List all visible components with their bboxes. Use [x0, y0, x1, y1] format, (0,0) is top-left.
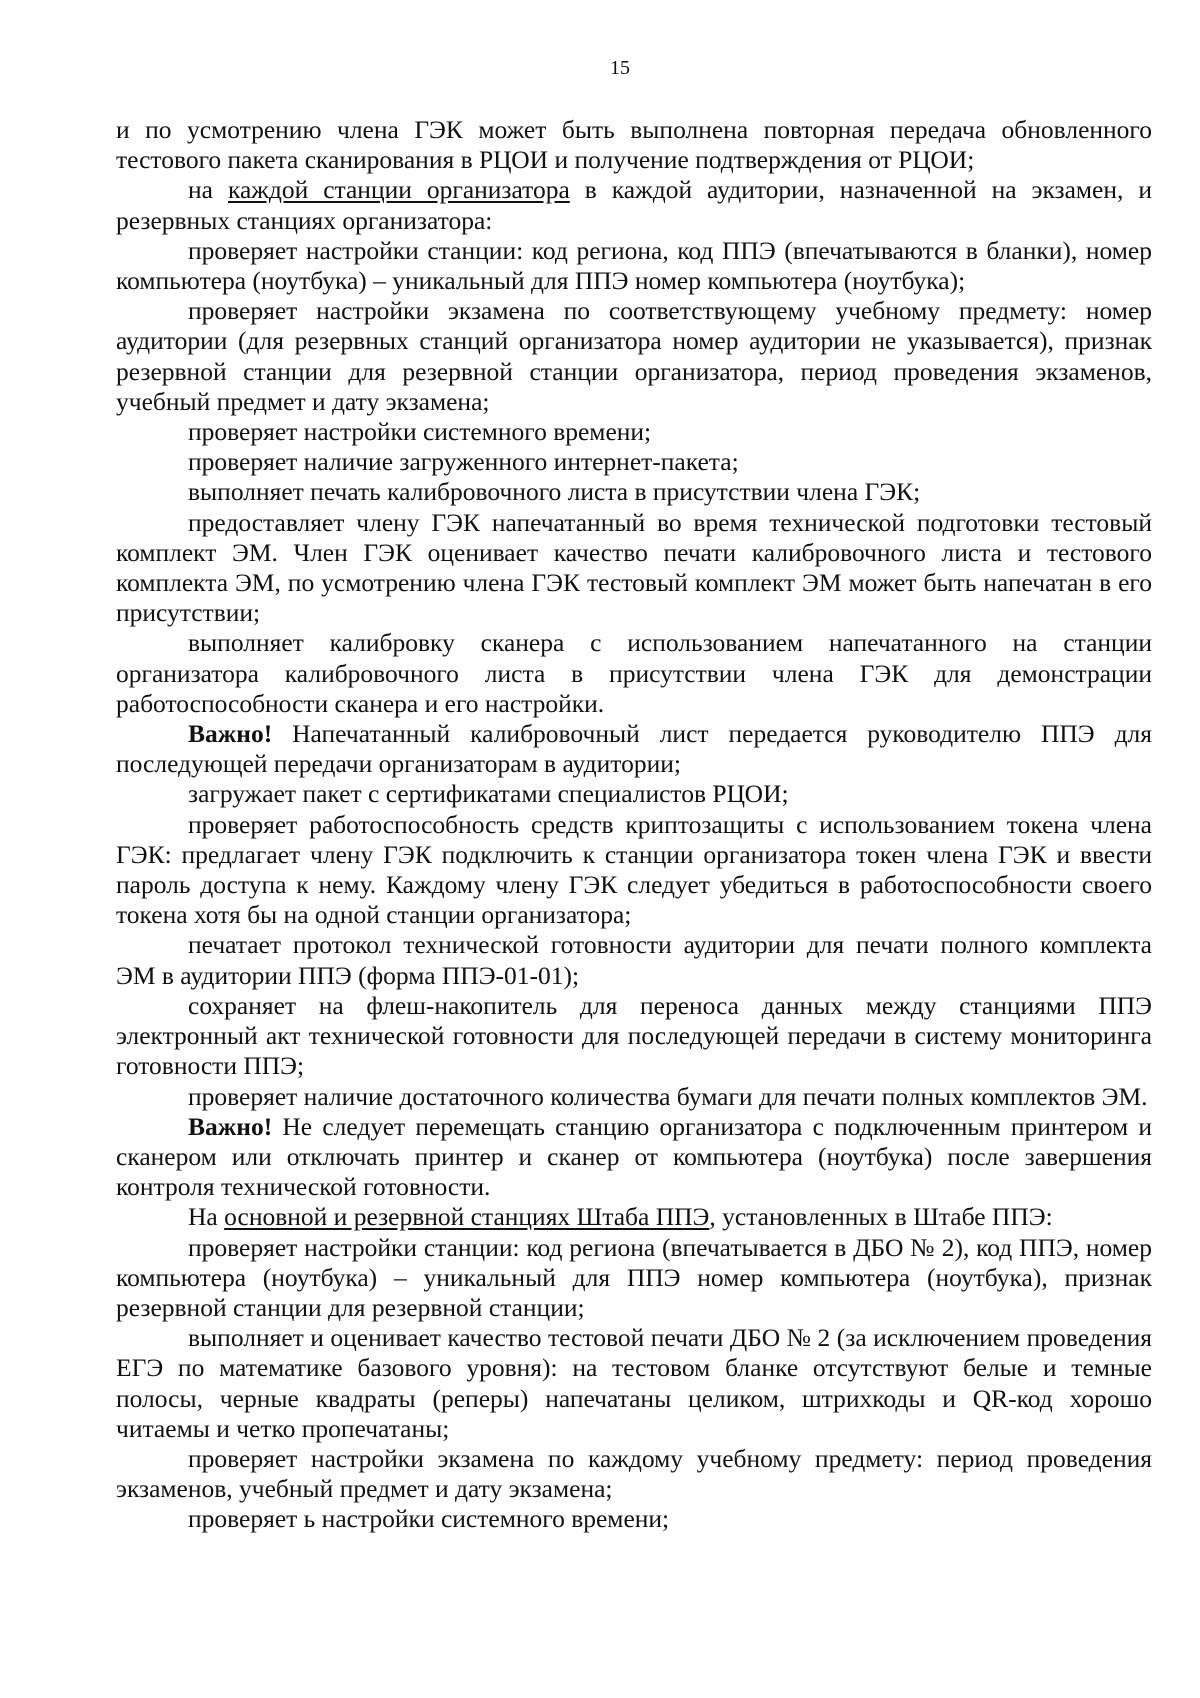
paragraph: загружает пакет с сертификатами специалистов РЦОИ; [188, 779, 789, 809]
paragraph: выполняет калибровку сканера с использованием напечатанного на станции организатора калибровочного листа в присутствии члена ГЭК для демонстрации работоспособности сканера и его настройки. [116, 628, 1152, 718]
paragraph: проверяет настройки системного времени; [188, 417, 652, 447]
paragraph: На основной и резервной станциях Штаба ППЭ, установленных в Штабе ППЭ: [188, 1202, 1053, 1232]
paragraph-important: Важно! Напечатанный калибровочный лист передается руководителю ППЭ для последующей передачи организаторам в аудитории; [116, 719, 1152, 779]
paragraph: на каждой станции организатора в каждой аудитории, назначенной на экзамен, и резервных станциях организатора: [116, 175, 1152, 235]
paragraph: проверяет наличие достаточного количества бумаги для печати полных комплектов ЭМ. [188, 1081, 1148, 1111]
underlined-phrase: каждой станции организатора [227, 175, 570, 205]
document-body [116, 115, 1152, 1535]
page-number: 15 [610, 57, 630, 79]
paragraph: проверяет работоспособность средств криптозащиты с использованием токена члена ГЭК: предлагает члену ГЭК подключить к станции организатора токен члена ГЭК и ввести пароль доступа к нему. Каждому члену ГЭК следует убедиться в работоспособности своего токена хотя бы на одной станции организатора; [116, 809, 1152, 930]
paragraph: выполняет и оценивает качество тестовой печати ДБО № 2 (за исключением проведения ЕГЭ по математике базового уровня): на тестовом бланке отсутствуют белые и темные полосы, черные квадраты (реперы) напечатаны целиком, штрихкоды и QR-код хорошо читаемы и четко пропечатаны; [116, 1323, 1152, 1443]
paragraph: проверяет настройки станции: код региона, код ППЭ (впечатываются в бланки), номер компьютера (ноутбука) – уникальный для ППЭ номер компьютера (ноутбука); [116, 235, 1152, 296]
important-label: Важно! [188, 1111, 273, 1141]
paragraph: проверяет ь настройки системного времени; [188, 1504, 670, 1534]
paragraph: выполняет печать калибровочного листа в присутствии члена ГЭК; [188, 477, 921, 507]
paragraph: проверяет настройки экзамена по соответствующему учебному предмету: номер аудитории (для резервных станций организатора номер аудитории не указывается), признак резервной станции для резервной станции организатора, период проведения экзаменов, учебный предмет и дату экзамена; [116, 296, 1152, 416]
paragraph: и по усмотрению члена ГЭК может быть выполнена повторная передача обновленного тестового пакета сканирования в РЦОИ и получение подтверждения от РЦОИ; [116, 115, 1152, 175]
paragraph: печатает протокол технической готовности аудитории для печати полного комплекта ЭМ в аудитории ППЭ (форма ППЭ-01-01); [116, 930, 1152, 990]
paragraph-important: Важно! Не следует перемещать станцию организатора с подключенным принтером и сканером или отключать принтер и сканер от компьютера (ноутбука) после завершения контроля технической готовности. [116, 1111, 1152, 1202]
underlined-phrase: основной и резервной станциях Штаба ППЭ [224, 1202, 710, 1232]
paragraph: проверяет настройки экзамена по каждому учебному предмету: период проведения экзаменов, учебный предмет и дату экзамена; [116, 1443, 1152, 1504]
paragraph: проверяет наличие загруженного интернет-пакета; [188, 447, 739, 477]
important-label: Важно! [188, 719, 273, 749]
paragraph: сохраняет на флеш-накопитель для переноса данных между станциями ППЭ электронный акт технической готовности для последующей передачи в систему мониторинга готовности ППЭ; [116, 990, 1152, 1081]
paragraph: проверяет настройки станции: код региона (впечатывается в ДБО № 2), код ППЭ, номер компьютера (ноутбука) – уникальный для ППЭ номер компьютера (ноутбука), признак резервной станции для резервной станции; [116, 1232, 1152, 1322]
paragraph: предоставляет члену ГЭК напечатанный во время технической подготовки тестовый комплект ЭМ. Член ГЭК оценивает качество печати калибровочного листа и тестового комплекта ЭМ, по усмотрению члена ГЭК тестовый комплект ЭМ может быть напечатан в его присутствии; [116, 507, 1152, 628]
